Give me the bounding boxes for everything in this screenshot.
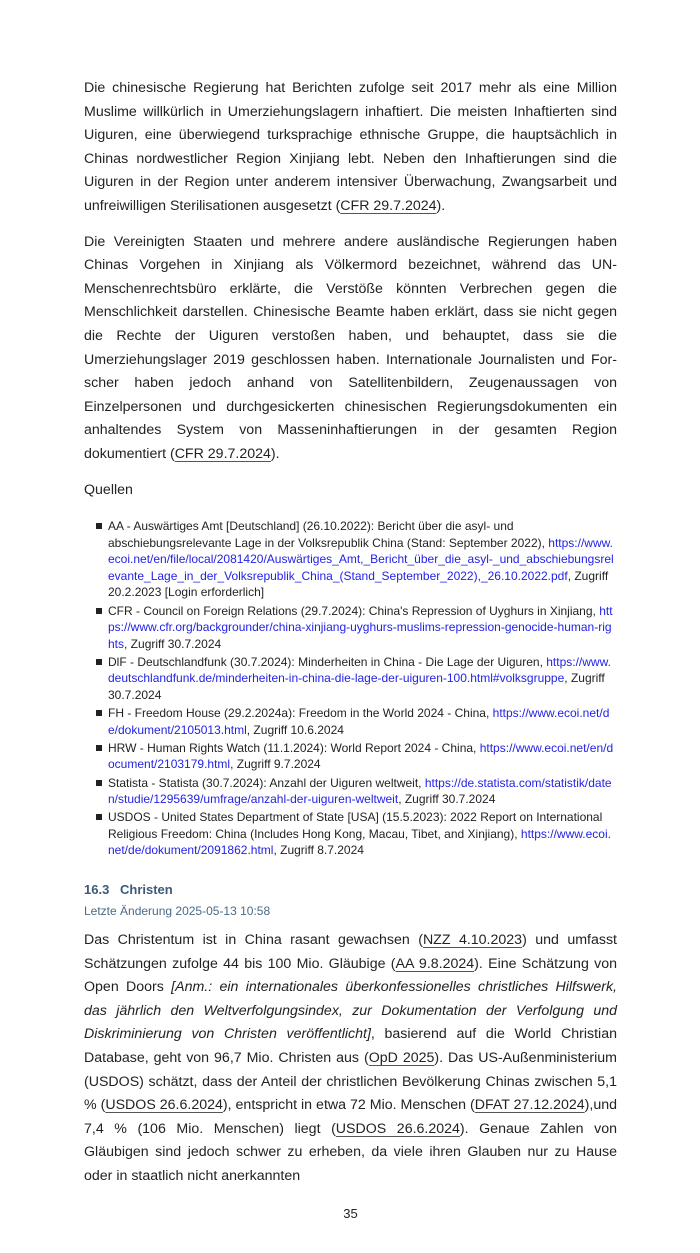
source-access-date: , Zugriff 10.6.2024 <box>246 722 344 737</box>
source-link[interactable]: https://www.ecoi.net/de/dokument/2105013.html <box>108 706 610 737</box>
source-item <box>96 775 617 808</box>
bullet-icon <box>96 780 102 786</box>
paragraph-text: ). Genaue Zahlen von Gläubigen sind jedoch schwer zu erheben, da viele ihren Glauben nur zu Hause oder in staatlich nicht anerkannten <box>84 1120 617 1184</box>
citation-link[interactable]: USDOS 26.6.2024 <box>335 1120 460 1137</box>
source-link[interactable]: https://www.ecoi.net/de/dokument/2091862.html <box>108 826 611 858</box>
source-item <box>96 705 617 738</box>
paragraph-text: , basierend auf die World Christian Database, geht von 96,7 Mio. Christen aus ( <box>84 1026 617 1066</box>
source-link[interactable]: https://www.ecoi.net/en/document/2103179.html <box>108 740 614 772</box>
bullet-icon <box>96 659 102 665</box>
source-text: DlF - Deutschlandfunk (30.7.2024): Minderheiten in China - Die Lage der Uiguren, <box>108 654 547 669</box>
bullet-icon <box>96 523 102 529</box>
source-text: HRW - Human Rights Watch (11.1.2024): World Report 2024 - China, <box>108 740 480 755</box>
paragraph-text: ). Eine Schätzung von Open Doors <box>84 955 617 996</box>
sources-list <box>96 518 617 859</box>
sources-label: Quellen <box>84 481 133 498</box>
source-access-date: , Zugriff 30.7.2024 <box>108 671 605 703</box>
citation-link[interactable]: AA 9.8.2024 <box>395 955 475 972</box>
source-link[interactable]: https://www.deutschlandfunk.de/minderheiten-in-china-die-lage-der-uiguren-100.html#volksgruppe <box>108 654 611 686</box>
source-text: Statista - Statista (30.7.2024): Anzahl der Uiguren weltweit, <box>108 775 425 790</box>
editor-note: [Anm.: ein internationales überkonfessionelles christliches Hilfswerk, das jährlich den Weltverfolgungsindex, zur Dokumentation der Verfolgung und Diskriminierung von Christen veröffentlicht] <box>84 979 617 1043</box>
source-access-date: , Zugriff 9.7.2024 <box>230 757 321 772</box>
source-access-date: , Zugriff 20.2.2023 [Login erforderlich] <box>108 568 609 600</box>
citation-link[interactable]: DFAT 27.12.2024 <box>474 1097 585 1114</box>
citation-link[interactable]: USDOS 26.6.2024 <box>105 1097 223 1114</box>
citation-link[interactable]: NZZ 4.10.2023 <box>422 931 523 948</box>
bullet-icon <box>96 814 102 820</box>
bullet-icon <box>96 710 102 716</box>
paragraph-christianity <box>84 929 617 1189</box>
section-heading <box>84 881 617 899</box>
citation-link[interactable]: OpD 2025 <box>368 1049 435 1066</box>
source-text: USDOS - United States Department of State [USA] (15.5.2023): 2022 Report on International Religious Freedom: China (Includes Hong Kong, Macau, Tibet, and Xinjiang), <box>108 810 603 841</box>
source-link[interactable]: https://www.ecoi.net/en/file/local/2081420/Auswärtiges_Amt,_Bericht_über_die_asyl-_und_abschiebungsrelevante_Lage_in_der_Volksrepublik_China_(Stand_September_2022),_26.10.2022.pdf <box>108 535 614 583</box>
paragraph-uyghur-detention <box>84 77 617 219</box>
source-link[interactable]: https://www.cfr.org/backgrounder/china-xinjiang-uyghurs-muslims-repression-genocide-human-rights <box>108 603 613 651</box>
paragraph-text: ). <box>436 197 446 214</box>
source-link[interactable]: https://de.statista.com/statistik/daten/studie/1295639/umfrage/anzahl-der-uiguren-weltweit <box>108 775 612 807</box>
paragraph-text: ). <box>270 445 280 462</box>
source-access-date: , Zugriff 30.7.2024 <box>124 636 222 651</box>
source-access-date: , Zugriff 8.7.2024 <box>273 843 364 858</box>
paragraph-text: Die chinesische Regierung hat Berichten zufolge seit 2017 mehr als eine Million Muslime willkürlich in Umerziehungslagern inhaftiert. Die meisten Inhaftierten sind Uiguren, eine überwiegend turksprachige ethnische Gruppe, die hauptsächlich in Chinas nordwestlicher Region Xinjiang lebt. Neben den Inhaftierungen sind die Uiguren in der Region unter anderem intensiver Überwachung, Zwangsarbeit und unfreiwilligen Sterilisationen ausgesetzt ( <box>84 80 617 214</box>
bullet-icon <box>96 745 102 751</box>
paragraph-text: Die Vereinigten Staaten und mehrere andere ausländische Regierungen haben Chinas Vorgehen in Xinjiang als Völkermord bezeichnet, während das UN-Menschenrechtsbüro erklärte, die Verstöße könnten Verbrechen gegen die Menschlichkeit darstellen. Chinesische Beamte haben erklärt, dass sie nicht gegen die Rechte der Uiguren verstoßen haben, und behauptet, dass sie die Umerziehungslager 2019 geschlossen haben. Internationale Journalisten und Forscher haben jedoch anhand von Satellitenbildern, Zeugenaussagen von Einzelpersonen und durchgesickerten chinesischen Regierungsdokumenten ein anhaltendes System von Masseninhaftierungen in der gesamten Region dokumentiert ( <box>84 233 617 462</box>
page-number: 35 <box>343 1205 358 1221</box>
paragraph-text: ). Das US-Außenministerium (USDOS) schätzt, dass der Anteil der christlichen Bevölkerung Chinas zwischen 5,1 % ( <box>84 1049 617 1114</box>
paragraph-text: ),und 7,4 % (106 Mio. Menschen) liegt ( <box>84 1097 618 1137</box>
source-text: FH - Freedom House (29.2.2024a): Freedom in the World 2024 - China, <box>108 706 493 721</box>
bullet-icon <box>96 608 102 614</box>
source-item <box>96 654 617 704</box>
paragraph-genocide-designation <box>84 231 617 467</box>
section-title: Christen <box>120 881 173 897</box>
source-access-date: , Zugriff 30.7.2024 <box>398 792 496 807</box>
source-item <box>96 740 617 773</box>
paragraph-text: ) und umfasst Schätzungen zufolge 44 bis 100 Mio. Gläubige ( <box>84 931 617 972</box>
last-modified: Letzte Änderung 2025-05-13 10:58 <box>84 903 271 918</box>
citation-link[interactable]: CFR 29.7.2024 <box>174 445 271 462</box>
source-item <box>96 603 617 653</box>
source-text: AA - Auswärtiges Amt [Deutschland] (26.10.2022): Bericht über die asyl- und abschiebungsrelevante Lage in der Volksrepublik China (Stand: September 2022), <box>108 519 549 550</box>
source-item <box>96 518 617 601</box>
paragraph-text: ), entspricht in etwa 72 Mio. Menschen ( <box>222 1097 475 1114</box>
source-item <box>96 809 617 859</box>
citation-link[interactable]: CFR 29.7.2024 <box>340 197 437 214</box>
paragraph-text: Das Christentum ist in China rasant gewachsen ( <box>84 931 423 948</box>
source-text: CFR - Council on Foreign Relations (29.7.2024): China's Repression of Uyghurs in Xinjiang, <box>108 603 600 618</box>
section-number: 16.3 <box>84 881 110 897</box>
